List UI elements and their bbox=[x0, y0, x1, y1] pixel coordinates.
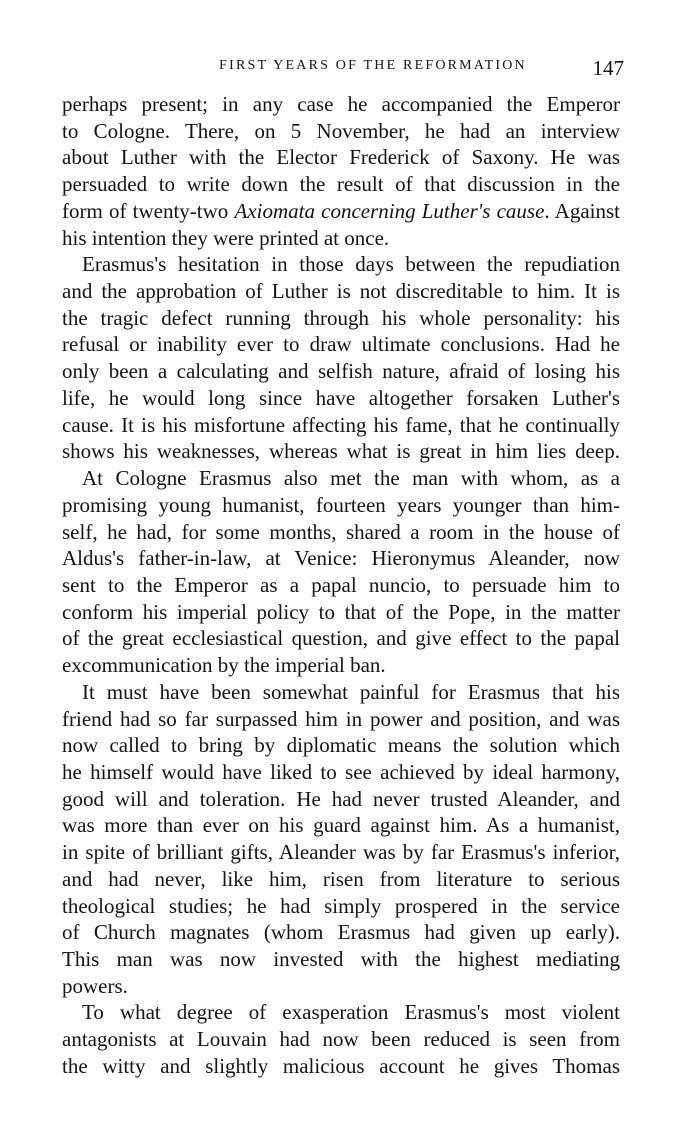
body-text bbox=[62, 91, 620, 1080]
text-line: At Cologne Erasmus also met the man with whom, as a bbox=[82, 466, 620, 491]
text-line: and the approbation of Luther is not discreditable to him. It is bbox=[62, 279, 620, 304]
text-line: only been a calculating and selfish nature, afraid of losing his bbox=[62, 359, 620, 384]
text-line: self, he had, for some months, shared a room in the house of bbox=[62, 519, 620, 544]
text-line: now called to bring by diplomatic means the solution which bbox=[62, 733, 620, 758]
text-line: To what degree of exasperation Erasmus's most violent bbox=[82, 1000, 620, 1025]
book-title-italic: Axiomata concerning Luther's cause bbox=[234, 198, 545, 223]
text-line: he himself would have liked to see achieved by ideal harmony, bbox=[62, 759, 620, 784]
text-segment: . Against bbox=[544, 198, 621, 223]
text-line: of the great ecclesiastical question, and give effect to the papal bbox=[62, 626, 620, 651]
text-line: refusal or inability ever to draw ultimate conclusions. Had he bbox=[62, 332, 620, 357]
text-line: conform his imperial policy to that of the Pope, in the matter bbox=[62, 599, 620, 624]
text-segment: form of twenty-two bbox=[62, 198, 235, 223]
text-line: perhaps present; in any case he accompanied the Emperor bbox=[62, 92, 620, 116]
page-number: 147 bbox=[592, 56, 624, 80]
running-title: FIRST YEARS OF THE REFORMATION bbox=[219, 58, 527, 73]
text-line: Erasmus's hesitation in those days between the repudiation bbox=[82, 252, 620, 277]
text-line bbox=[62, 198, 620, 225]
text-line: sent to the Emperor as a papal nuncio, to persuade him to bbox=[62, 572, 620, 597]
text-line: persuaded to write down the result of that discussion in the bbox=[62, 172, 620, 197]
text-line: the witty and slightly malicious account he gives Thomas bbox=[62, 1053, 620, 1078]
text-line: was more than ever on his guard against him. As a humanist, bbox=[62, 813, 620, 838]
text-line: the tragic defect running through his whole personality: his bbox=[62, 305, 620, 330]
text-line: life, he would long since have altogether forsaken Luther's bbox=[62, 385, 620, 410]
text-line: It must have been somewhat painful for Erasmus that his bbox=[82, 679, 620, 704]
text-line: cause. It is his misfortune affecting his fame, that he continually bbox=[62, 412, 620, 437]
text-line: Aldus's father-in-law, at Venice: Hieronymus Aleander, now bbox=[62, 546, 620, 571]
running-head bbox=[62, 56, 624, 84]
text-line: friend had so far surpassed him in power and position, and was bbox=[62, 706, 620, 731]
text-line: good will and toleration. He had never trusted Aleander, and bbox=[62, 786, 620, 811]
text-line: in spite of brilliant gifts, Aleander was by far Erasmus's inferior, bbox=[62, 840, 620, 865]
text-line: about Luther with the Elector Frederick of Saxony. He was bbox=[62, 145, 620, 170]
text-line: and had never, like him, risen from literature to serious bbox=[62, 866, 620, 891]
text-line: theological studies; he had simply prospered in the service bbox=[62, 893, 620, 918]
text-line: shows his weaknesses, whereas what is great in him lies deep. bbox=[62, 439, 620, 464]
text-line: This man was now invested with the highest mediating bbox=[62, 947, 620, 971]
text-line: promising young humanist, fourteen years younger than him- bbox=[62, 492, 620, 517]
text-line: his intention they were printed at once. bbox=[62, 225, 390, 250]
text-line: of Church magnates (whom Erasmus had given up early). bbox=[62, 920, 620, 945]
text-line: to Cologne. There, on 5 November, he had an interview bbox=[62, 118, 620, 143]
text-line: excommunication by the imperial ban. bbox=[62, 653, 386, 678]
text-line: antagonists at Louvain had now been reduced is seen from bbox=[62, 1027, 620, 1052]
text-line: powers. bbox=[62, 973, 128, 998]
